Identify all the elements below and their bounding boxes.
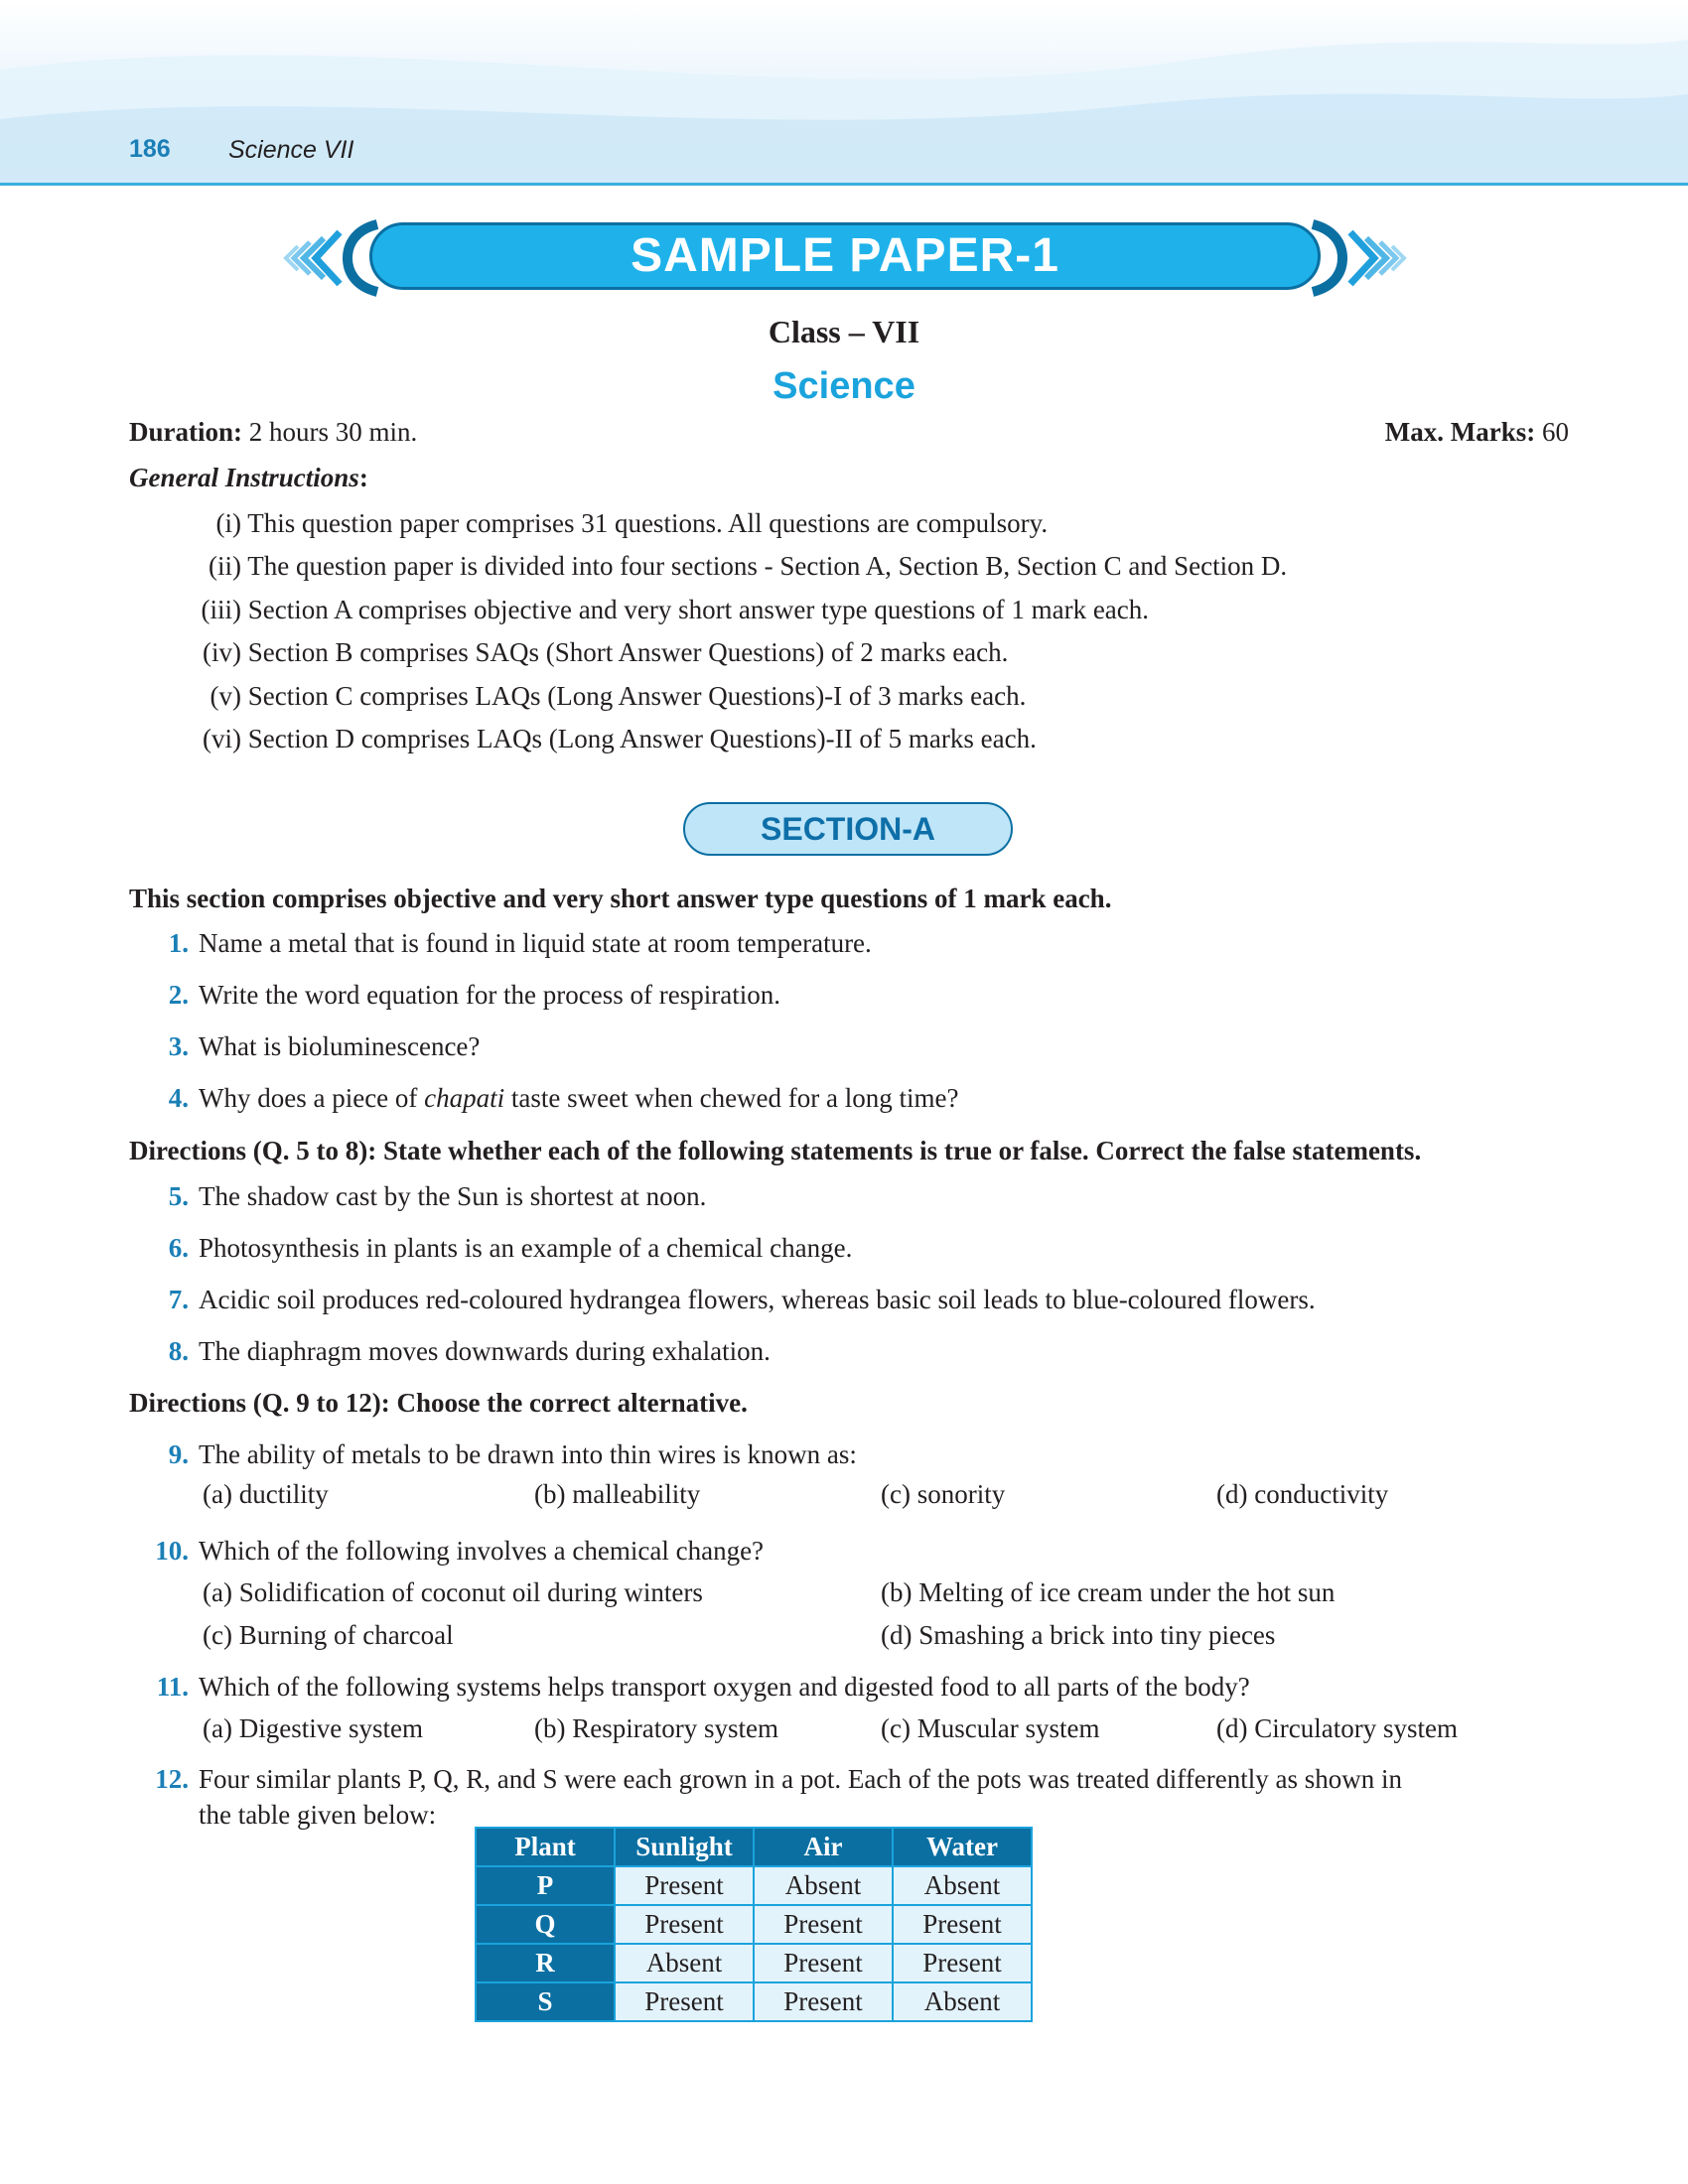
general-instructions-heading (129, 463, 368, 493)
question-text: Acidic soil produces red-coloured hydrangea flowers, whereas basic soil leads to blue-coloured flowers. (199, 1285, 1316, 1314)
question-number: 12. (155, 1764, 189, 1794)
option-c: (c) sonority (881, 1479, 1006, 1509)
duration-label: Duration: (129, 417, 242, 447)
table-row-label: Q (476, 1905, 615, 1944)
table-cell: Present (615, 1866, 754, 1905)
option-c: (c) Burning of charcoal (203, 1620, 454, 1650)
table-row-label: P (476, 1866, 615, 1905)
option-b: (b) malleability (534, 1479, 701, 1509)
table-header-cell: Air (754, 1828, 893, 1866)
table-cell: Present (615, 1982, 754, 2021)
max-marks-value: 60 (1542, 417, 1569, 447)
table-header-cell: Plant (476, 1828, 615, 1866)
table-cell: Absent (893, 1982, 1032, 2021)
instruction-number: (vi) (203, 724, 241, 753)
table-cell: Present (893, 1905, 1032, 1944)
section-a-label: SECTION-A (683, 802, 1013, 856)
question-number: 7. (168, 1285, 189, 1314)
option-d: (d) conductivity (1216, 1479, 1389, 1509)
option-b: (b) Melting of ice cream under the hot sun (881, 1577, 1336, 1607)
directions-5-8: Directions (Q. 5 to 8): State whether each of the following statements is true or false. Correct the false statements. (129, 1136, 1422, 1165)
max-marks-label: Max. Marks: (1384, 417, 1536, 447)
instruction-number: (ii) (209, 551, 241, 581)
book-title: Science VII (228, 136, 354, 164)
question-number: 11. (156, 1672, 189, 1702)
table-header-cell: Sunlight (615, 1828, 754, 1866)
question-text: Name a metal that is found in liquid state at room temperature. (199, 928, 872, 958)
option-d: (d) Circulatory system (1216, 1713, 1458, 1743)
general-instructions-label: General Instructions (129, 463, 359, 492)
question-2 (129, 980, 1579, 1011)
question-3 (129, 1031, 1579, 1062)
question-5 (129, 1181, 1579, 1212)
instruction-item (129, 637, 1519, 668)
banner-title: SAMPLE PAPER-1 (631, 229, 1059, 282)
question-4 (129, 1083, 1579, 1114)
question-text: The shadow cast by the Sun is shortest at noon. (199, 1181, 707, 1211)
class-line: Class – VII (768, 314, 920, 349)
question-text-start: Why does a piece of (199, 1083, 425, 1113)
question-text-italic: chapati (424, 1083, 505, 1113)
table-cell: Absent (893, 1866, 1032, 1905)
question-text: The ability of metals to be drawn into thin wires is known as: (199, 1439, 857, 1469)
option-a: (a) ductility (203, 1479, 329, 1509)
option-b: (b) Respiratory system (534, 1713, 778, 1743)
question-number: 1. (168, 928, 189, 958)
option-d: (d) Smashing a brick into tiny pieces (881, 1620, 1276, 1650)
table-cell: Present (754, 1944, 893, 1982)
subject-title: Science (773, 365, 915, 407)
table-header-row (476, 1828, 1032, 1866)
instruction-text: The question paper is divided into four sections - Section A, Section B, Section C and Section D. (247, 551, 1288, 581)
option-a: (a) Solidification of coconut oil during winters (203, 1577, 703, 1607)
question-number: 5. (168, 1181, 189, 1211)
plant-treatment-table (475, 1827, 1033, 2022)
table-cell: Present (754, 1905, 893, 1944)
instruction-item (129, 724, 1519, 754)
question-text: Photosynthesis in plants is an example of a chemical change. (199, 1233, 853, 1263)
question-6 (129, 1233, 1579, 1264)
question-text: Four similar plants P, Q, R, and S were each grown in a pot. Each of the pots was treated differently as shown in (199, 1764, 1402, 1794)
question-number: 8. (168, 1336, 189, 1366)
question-text: Which of the following involves a chemical change? (199, 1536, 765, 1566)
instruction-number: (i) (215, 508, 241, 538)
table-cell: Present (893, 1944, 1032, 1982)
option-a: (a) Digestive system (203, 1713, 423, 1743)
question-8 (129, 1336, 1579, 1367)
duration-value: 2 hours 30 min. (248, 417, 418, 447)
question-9 (129, 1439, 1579, 1470)
table-row (476, 1866, 1032, 1905)
question-text: The diaphragm moves downwards during exhalation. (199, 1336, 771, 1366)
question-text: What is bioluminescence? (199, 1031, 481, 1061)
instruction-item (129, 595, 1519, 625)
question-number: 6. (168, 1233, 189, 1263)
header-rule (0, 183, 1688, 186)
question-7 (129, 1285, 1579, 1315)
instruction-item (129, 681, 1519, 712)
question-11 (129, 1672, 1579, 1703)
question-number: 10. (155, 1536, 189, 1566)
question-text: Which of the following systems helps transport oxygen and digested food to all parts of the body? (199, 1672, 1250, 1702)
table-row-label: R (476, 1944, 615, 1982)
question-12-line-2: the table given below: (199, 1800, 437, 1830)
instruction-text: Section B comprises SAQs (Short Answer Questions) of 2 marks each. (247, 637, 1009, 667)
instruction-item (129, 508, 1519, 539)
question-text-end: taste sweet when chewed for a long time? (504, 1083, 959, 1113)
question-text: Write the word equation for the process of respiration. (199, 980, 780, 1010)
title-banner (270, 218, 1420, 298)
table-row (476, 1905, 1032, 1944)
instruction-text: Section D comprises LAQs (Long Answer Questions)-II of 5 marks each. (247, 724, 1037, 753)
duration (129, 417, 417, 448)
instruction-number: (iv) (203, 637, 241, 667)
instruction-item (129, 551, 1519, 582)
table-header-cell: Water (893, 1828, 1032, 1866)
table-row (476, 1982, 1032, 2021)
section-a-intro: This section comprises objective and very short answer type questions of 1 mark each. (129, 884, 1112, 913)
instruction-number: (iii) (201, 595, 241, 624)
page-number: 186 (129, 135, 171, 163)
table-row (476, 1944, 1032, 1982)
table-cell: Present (754, 1982, 893, 2021)
max-marks (1385, 417, 1569, 448)
general-instructions-colon: : (358, 463, 368, 492)
option-c: (c) Muscular system (881, 1713, 1100, 1743)
directions-9-12: Directions (Q. 9 to 12): Choose the correct alternative. (129, 1388, 748, 1418)
instruction-text: Section A comprises objective and very short answer type questions of 1 mark each. (247, 595, 1150, 624)
question-1 (129, 928, 1579, 959)
table-cell: Absent (754, 1866, 893, 1905)
table-cell: Present (615, 1905, 754, 1944)
question-number: 2. (168, 980, 189, 1010)
question-10 (129, 1536, 1579, 1567)
question-12 (129, 1764, 1579, 1795)
question-number: 4. (168, 1083, 189, 1113)
instruction-text: This question paper comprises 31 questions. All questions are compulsory. (247, 508, 1049, 538)
instruction-text: Section C comprises LAQs (Long Answer Questions)-I of 3 marks each. (247, 681, 1027, 711)
table-cell: Absent (615, 1944, 754, 1982)
instruction-number: (v) (210, 681, 241, 711)
question-number: 3. (168, 1031, 189, 1061)
table-row-label: S (476, 1982, 615, 2021)
chevrons-right-icon (1311, 218, 1420, 298)
question-number: 9. (168, 1439, 189, 1469)
